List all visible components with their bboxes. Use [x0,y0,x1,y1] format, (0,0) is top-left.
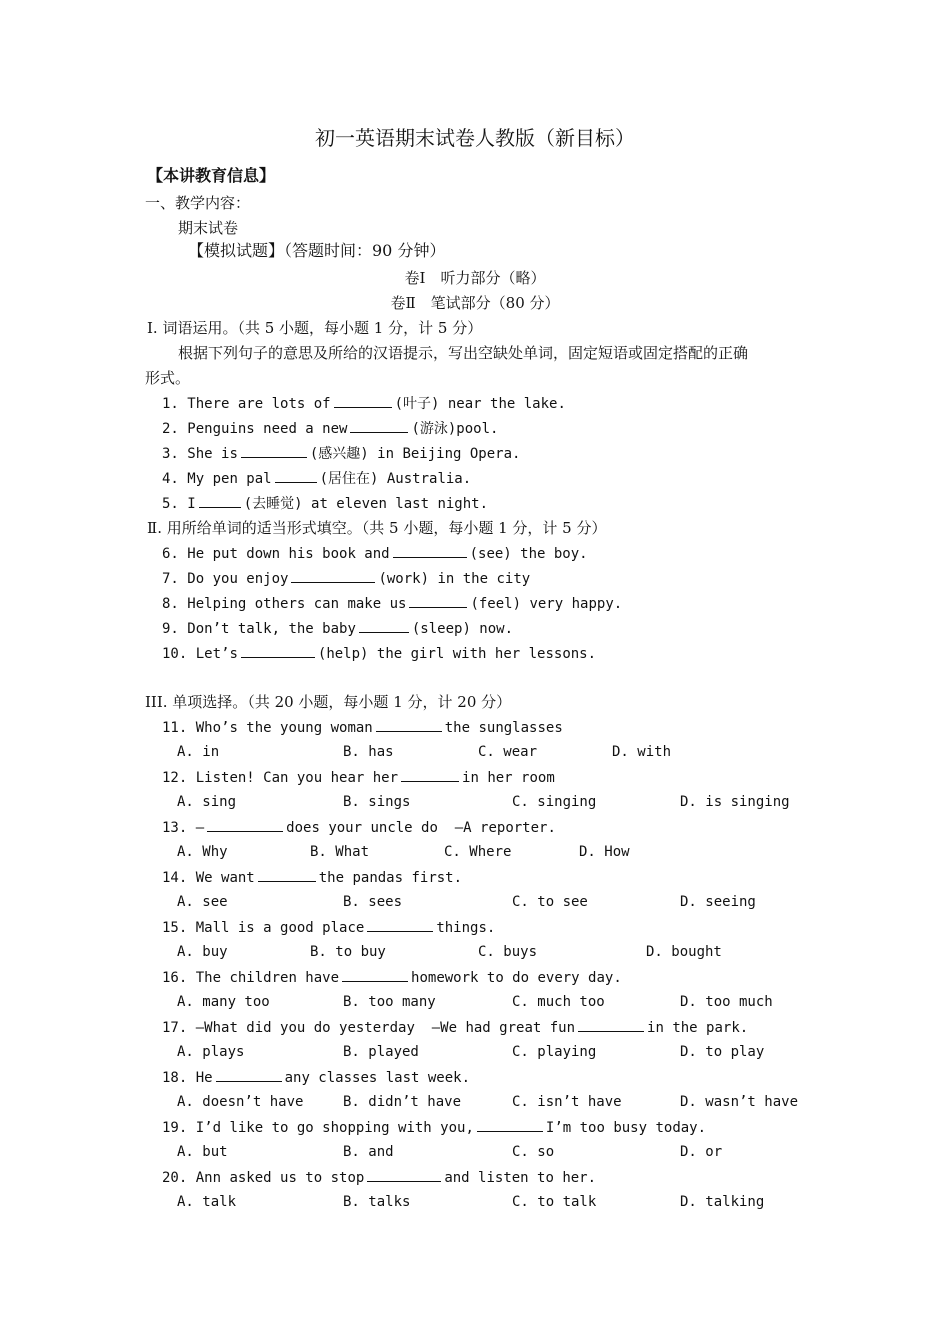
question-text-after: (游泳)pool. [411,421,499,437]
question-text-after: (去睡觉) at eleven last night. [243,496,489,512]
answer-blank[interactable] [258,867,316,882]
answer-blank[interactable] [291,568,375,583]
part-two-heading: Ⅱ. 用所给单词的适当形式填空。（共 5 小题，每小题 1 分，计 5 分） [147,519,607,537]
part-two-question [162,643,596,664]
part-two-question [162,593,622,614]
answer-blank[interactable] [334,393,392,408]
question-number: 8. [162,596,179,612]
answer-option[interactable]: C. buys [478,944,538,960]
part-three-question [162,1117,706,1138]
question-number: 13. [162,820,188,836]
part-three-question [162,867,462,888]
part-one-instruction: 根据下列句子的意思及所给的汉语提示，写出空缺处单词，固定短语或固定搭配的正确 [178,344,749,362]
question-text: The children have [195,970,340,986]
question-text-after: I’m too busy today. [545,1120,707,1136]
question-text-after: homework to do every day. [411,970,622,986]
question-text: He put down his book and [187,546,390,562]
question-number: 17. [162,1020,188,1036]
question-number: 18. [162,1070,188,1086]
answer-option[interactable]: D. with [612,744,672,760]
answer-option[interactable]: B. too many [343,994,436,1010]
question-text: He [195,1070,213,1086]
question-text-after: the sunglasses [444,720,563,736]
answer-option[interactable]: D. bought [646,944,722,960]
question-text: Listen! Can you hear her [195,770,399,786]
question-text: My pen pal [187,471,272,487]
part-three-question [162,1167,596,1188]
part-three-question [162,967,622,988]
question-text: Helping others can make us [187,596,407,612]
answer-blank[interactable] [342,967,408,982]
question-text-after: things. [436,920,496,936]
question-text: There are lots of [187,396,331,412]
question-text-after: (叶子) near the lake. [394,396,566,412]
answer-option[interactable]: C. singing [512,794,597,810]
question-text: Don’t talk, the baby [187,621,356,637]
question-number: 3. [162,446,179,462]
question-text-after: any classes last week. [284,1070,471,1086]
answer-option[interactable]: B. sings [343,794,411,810]
mock-title: 【模拟试题】（答题时间：90 分钟） [188,241,446,260]
question-text: Ann asked us to stop [195,1170,365,1186]
question-text-after: in the park. [647,1020,749,1036]
answer-blank[interactable] [199,493,241,508]
question-text-after: (see) the boy. [469,546,588,562]
answer-option[interactable]: B. sees [343,894,403,910]
question-number: 5. [162,496,179,512]
question-text: Mall is a good place [195,920,365,936]
question-text-after: in her room [462,770,555,786]
question-number: 14. [162,870,188,886]
answer-blank[interactable] [477,1117,543,1132]
part-one-instruction-cont: 形式。 [145,369,191,387]
question-number: 19. [162,1120,188,1136]
answer-blank[interactable] [207,817,283,832]
part-one-question [162,393,566,414]
answer-option[interactable]: C. so [512,1144,555,1160]
question-text: Let’s [195,646,238,662]
answer-option[interactable]: D. wasn’t have [680,1094,799,1110]
answer-option[interactable]: C. isn’t have [512,1094,622,1110]
answer-option[interactable]: A. see [177,894,228,910]
answer-blank[interactable] [241,443,307,458]
section-one-heading: 一、教学内容： [145,194,251,212]
part-one-heading: Ⅰ. 词语运用。（共 5 小题，每小题 1 分，计 5 分） [147,319,483,337]
answer-option[interactable]: A. talk [177,1194,237,1210]
paper-two-label: 卷Ⅱ 笔试部分（80 分） [390,294,560,312]
answer-option[interactable]: C. Where [444,844,512,860]
answer-blank[interactable] [241,643,315,658]
part-one-question [162,418,498,439]
answer-option[interactable]: C. playing [512,1044,597,1060]
part-three-question [162,1067,470,1088]
question-text-after: (感兴趣) in Beijing Opera. [309,446,521,462]
answer-option[interactable]: A. sing [177,794,237,810]
question-number: 4. [162,471,179,487]
answer-blank[interactable] [350,418,408,433]
answer-option[interactable]: A. doesn’t have [177,1094,304,1110]
question-text-after: does your uncle do —A reporter. [286,820,556,836]
part-three-question [162,767,555,788]
answer-blank[interactable] [367,1167,441,1182]
question-text: She is [187,446,238,462]
part-one-question [162,493,488,514]
answer-option[interactable]: D. to play [680,1044,765,1060]
question-text-after: (work) in the city [378,571,531,587]
paper-one-label: 卷Ⅰ 听力部分（略） [404,269,546,287]
question-text-after: and listen to her. [444,1170,597,1186]
answer-blank[interactable] [367,917,433,932]
question-number: 9. [162,621,179,637]
answer-blank[interactable] [578,1017,644,1032]
answer-blank[interactable] [393,543,467,558]
answer-option[interactable]: B. has [343,744,394,760]
question-text-after: (feel) very happy. [470,596,623,612]
answer-option[interactable]: A. buy [177,944,228,960]
question-text-after: (sleep) now. [411,621,514,637]
question-text: I [187,496,196,512]
answer-option[interactable]: D. is singing [680,794,790,810]
answer-option[interactable]: A. many too [177,994,270,1010]
part-one-question [162,468,471,489]
answer-blank[interactable] [376,717,442,732]
page-title: 初一英语期末试卷人教版（新目标） [315,126,635,150]
answer-option[interactable]: D. talking [680,1194,765,1210]
answer-option[interactable]: D. How [579,844,630,860]
answer-option[interactable]: C. wear [478,744,538,760]
answer-option[interactable]: B. didn’t have [343,1094,462,1110]
part-one-question [162,443,520,464]
info-header: 【本讲教育信息】 [147,166,276,185]
question-number: 1. [162,396,179,412]
answer-option[interactable]: B. What [310,844,370,860]
content-label: 期末试卷 [178,219,239,237]
answer-option[interactable]: B. played [343,1044,419,1060]
question-text: —What did you do yesterday —We had great fun [195,1020,576,1036]
answer-blank[interactable] [401,767,459,782]
part-three-question [162,1017,748,1038]
answer-blank[interactable] [359,618,409,633]
part-two-question [162,618,513,639]
question-text: I’d like to go shopping with you, [195,1120,474,1136]
part-two-question [162,568,530,589]
answer-option[interactable]: B. to buy [310,944,386,960]
question-number: 20. [162,1170,188,1186]
question-text-after: the pandas first. [318,870,463,886]
question-number: 2. [162,421,179,437]
part-two-question [162,543,588,564]
answer-option[interactable]: D. seeing [680,894,756,910]
question-text-after: (help) the girl with her lessons. [317,646,597,662]
answer-blank[interactable] [275,468,317,483]
question-text-after: (居住在) Australia. [319,471,472,487]
part-three-question [162,917,495,938]
question-text: Who’s the young woman [195,720,373,736]
answer-option[interactable]: D. too much [680,994,773,1010]
part-three-heading: III. 单项选择。（共 20 小题，每小题 1 分，计 20 分） [145,693,512,711]
part-three-question [162,817,556,838]
answer-option[interactable]: B. talks [343,1194,411,1210]
answer-option[interactable]: C. to see [512,894,588,910]
answer-option[interactable]: D. or [680,1144,723,1160]
question-number: 16. [162,970,188,986]
question-number: 10. [162,646,188,662]
answer-option[interactable]: B. and [343,1144,394,1160]
question-number: 6. [162,546,179,562]
answer-option[interactable]: A. in [177,744,220,760]
answer-option[interactable]: A. but [177,1144,228,1160]
part-three-question [162,717,563,738]
question-number: 12. [162,770,188,786]
question-text: Penguins need a new [187,421,348,437]
answer-option[interactable]: A. plays [177,1044,245,1060]
question-text: — [195,820,205,836]
answer-option[interactable]: C. to talk [512,1194,597,1210]
question-text: We want [195,870,255,886]
question-number: 15. [162,920,188,936]
question-number: 11. [162,720,188,736]
answer-option[interactable]: A. Why [177,844,228,860]
question-text: Do you enjoy [187,571,289,587]
answer-blank[interactable] [216,1067,282,1082]
answer-option[interactable]: C. much too [512,994,605,1010]
answer-blank[interactable] [409,593,467,608]
question-number: 7. [162,571,179,587]
